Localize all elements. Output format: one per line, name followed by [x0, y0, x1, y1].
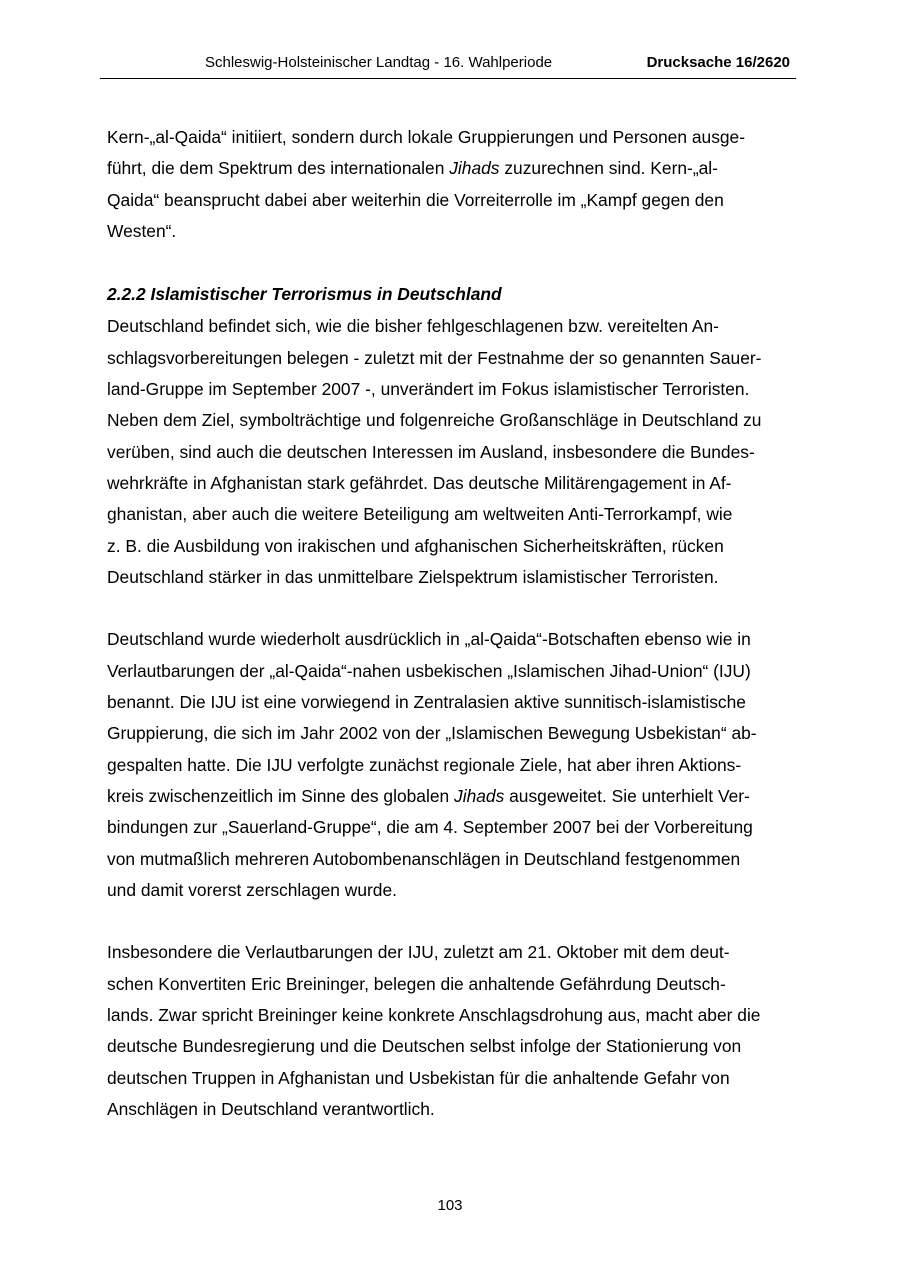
- intro-paragraph: [107, 122, 797, 247]
- text-line: Neben dem Ziel, symbolträchtige und folgenreiche Großanschläge in Deutschland zu: [107, 410, 762, 431]
- text-line: Qaida“ beansprucht dabei aber weiterhin die Vorreiterrolle im „Kampf gegen den: [107, 189, 724, 210]
- text-line: land-Gruppe im September 2007 -, unverändert im Fokus islamistischer Terroristen.: [107, 379, 750, 400]
- text-line: von mutmaßlich mehreren Autobombenanschlägen in Deutschland festgenommen: [107, 848, 741, 869]
- text-line: lands. Zwar spricht Breininger keine konkrete Anschlagsdrohung aus, macht aber die: [107, 1005, 761, 1026]
- text-line: deutsche Bundesregierung und die Deutschen selbst infolge der Stationierung von: [107, 1036, 742, 1057]
- text-line: führt, die dem Spektrum des internationalen Jihads zuzurechnen sind. Kern-„al-: [107, 158, 718, 179]
- text-line: Anschlägen in Deutschland verantwortlich.: [107, 1098, 435, 1119]
- text-line: wehrkräfte in Afghanistan stark gefährdet. Das deutsche Militärengagement in Af-: [107, 472, 732, 493]
- text-line: Verlautbarungen der „al-Qaida“-nahen usbekischen „Islamischen Jihad-Union“ (IJU): [107, 660, 751, 681]
- text-line: Westen“.: [107, 220, 177, 241]
- text-line: Deutschland wurde wiederholt ausdrücklich in „al-Qaida“-Botschaften ebenso wie in: [107, 629, 751, 650]
- paragraph-3: [107, 937, 797, 1125]
- header-title: Schleswig-Holsteinischer Landtag - 16. Wahlperiode: [205, 54, 553, 71]
- text-line: Insbesondere die Verlautbarungen der IJU, zuletzt am 21. Oktober mit dem deut-: [107, 942, 730, 963]
- header-document-number: Drucksache 16/2620: [646, 54, 790, 71]
- emphasis-jihads: Jihads: [449, 158, 500, 179]
- section-heading: 2.2.2 Islamistischer Terrorismus in Deutschland: [107, 284, 502, 305]
- text-line: kreis zwischenzeitlich im Sinne des globalen Jihads ausgeweitet. Sie unterhielt Ver-: [107, 785, 750, 806]
- emphasis-jihads: Jihads: [454, 785, 505, 806]
- text-line: schen Konvertiten Eric Breininger, belegen die anhaltende Gefährdung Deutsch-: [107, 973, 726, 994]
- text-line: Kern-„al-Qaida“ initiiert, sondern durch lokale Gruppierungen und Personen ausge-: [107, 127, 746, 147]
- text-line: Gruppierung, die sich im Jahr 2002 von der „Islamischen Bewegung Usbekistan“ ab-: [107, 723, 757, 744]
- text-line: verüben, sind auch die deutschen Interessen im Ausland, insbesondere die Bundes-: [107, 441, 755, 462]
- text-line: z. B. die Ausbildung von irakischen und afghanischen Sicherheitskräften, rücken: [107, 535, 724, 556]
- text-line: Deutschland befindet sich, wie die bisher fehlgeschlagenen bzw. vereitelten An-: [107, 316, 719, 337]
- text-line: schlagsvorbereitungen belegen - zuletzt mit der Festnahme der so genannten Sauer-: [107, 347, 762, 368]
- text-line: deutschen Truppen in Afghanistan und Usbekistan für die anhaltende Gefahr von: [107, 1067, 730, 1088]
- document-body: [107, 122, 797, 1125]
- page-header: [100, 52, 796, 79]
- text-line: benannt. Die IJU ist eine vorwiegend in Zentralasien aktive sunnitisch-islamistische: [107, 692, 746, 713]
- text-line: bindungen zur „Sauerland-Gruppe“, die am 4. September 2007 bei der Vorbereitung: [107, 817, 753, 838]
- paragraph-1: [107, 311, 797, 593]
- text-line: und damit vorerst zerschlagen wurde.: [107, 879, 397, 900]
- text-line: gespalten hatte. Die IJU verfolgte zunächst regionale Ziele, hat aber ihren Aktions-: [107, 754, 742, 775]
- paragraph-2: [107, 624, 797, 906]
- page-number: 103: [437, 1197, 463, 1214]
- text-line: ghanistan, aber auch die weitere Beteiligung am weltweiten Anti-Terrorkampf, wie: [107, 504, 733, 525]
- text-line: Deutschland stärker in das unmittelbare Zielspektrum islamistischer Terroristen.: [107, 566, 719, 587]
